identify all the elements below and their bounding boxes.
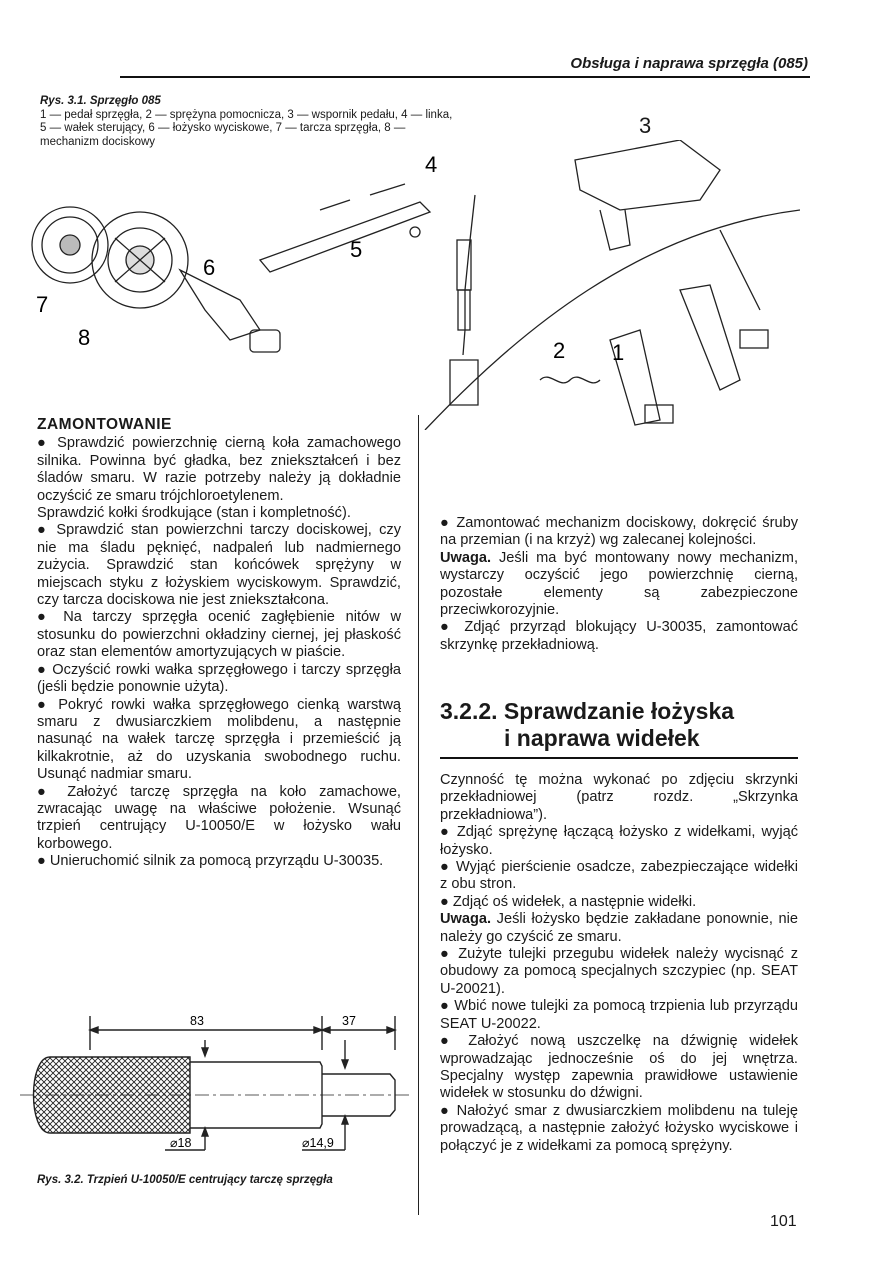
- figure1-label-6: 6: [203, 255, 216, 280]
- section-title: [440, 698, 798, 752]
- section-paragraph-2: ● Zdjąć sprężynę łączącą łożysko z widełkami, wyjąć łożysko.: [440, 824, 798, 858]
- section-paragraph-3: ● Wyjąć pierścienie osadcze, zabezpieczające widełki z obu stron.: [440, 859, 798, 893]
- figure1-clutch-illustration: [20, 140, 800, 430]
- right-note-1: [440, 550, 798, 620]
- figure2-dim-dia149: ⌀14,9: [302, 1136, 334, 1150]
- right-paragraph-2: ● Zdjąć przyrząd blokujący U-30035, zamontować skrzynkę przekładniową.: [440, 619, 798, 653]
- figure1-caption-body: 1 — pedał sprzęgła, 2 — sprężyna pomocnicza, 3 — wspornik pedału, 4 — linka, 5 — wałek sterujący, 6 — łożysko wyciskowe, 7 — tarcza sprzęgła, 8 — mechanizm dociskowy: [40, 108, 453, 148]
- note2-label: Uwaga.: [440, 911, 492, 928]
- figure1-label-1: 1: [612, 340, 625, 365]
- section-heading-zamontowanie: ZAMONTOWANIE: [37, 416, 172, 433]
- left-paragraph-5: ● Oczyścić rowki wałka sprzęgłowego i tarczy sprzęgła (jeśli będzie ponownie użyta).: [37, 661, 401, 696]
- right-column-lower: [440, 772, 798, 1155]
- section-title-line2: i naprawa widełek: [504, 725, 700, 751]
- figure1-labels: [36, 152, 624, 365]
- left-paragraph-7: ● Założyć tarczę sprzęgła na koło zamachowe, zwracając uwagę na właściwe położenie. Wsunąć trzpień centrujący U-10050/E w łożysko wału korbowego.: [37, 783, 401, 852]
- figure1-label-5: 5: [350, 237, 363, 262]
- section-paragraph-8: ● Nałożyć smar z dwusiarczkiem molibdenu na tuleję prowadzącą, a następnie założyć łożysko wyciskowe i połączyć je z widełkami za pomocą sprężyny.: [440, 1102, 798, 1154]
- figure2-caption: Rys. 3.2. Trzpień U-10050/E centrujący tarczę sprzęgła: [37, 1174, 333, 1186]
- section-paragraph-7: ● Założyć nową uszczelkę na dźwignię widełek wprowadzając jednocześnie oś do jej wnętrza. Specjalny występ zapewnia prawidłowe ustawienie widełek w stosunku do dźwigni.: [440, 1033, 798, 1102]
- running-header: Obsługa i naprawa sprzęgła (085): [570, 55, 808, 72]
- right-note-2: [440, 911, 798, 946]
- figure1-label-3-text: 3: [639, 113, 652, 138]
- figure1-label-2: 2: [553, 338, 566, 363]
- page-number: 101: [770, 1213, 797, 1230]
- figure2-dim-83: 83: [190, 1014, 204, 1028]
- right-column-upper: [440, 515, 798, 654]
- left-paragraph-1: ● Sprawdzić powierzchnię cierną koła zamachowego silnika. Powinna być gładka, bez zniekształceń i bez śladów smaru. W razie potrzeby należy ją dokładnie oczyścić ze smaru trójchloroetylenem.: [37, 435, 401, 504]
- section-rule: [440, 757, 798, 759]
- column-divider: [418, 415, 419, 1215]
- section-paragraph-4: ● Zdjąć oś widełek, a następnie widełki.: [440, 893, 697, 910]
- left-column: [37, 416, 401, 871]
- left-paragraph-6: ● Pokryć rowki wałka sprzęgłowego cienką warstwą smaru z dwusiarczkiem molibdenu, a następnie nasunąć na wałek tarczę sprzęgła i przemieścić ją kilkakrotnie, aż do uzyskania swobodnego ruchu. Usunąć nadmiar smaru.: [37, 696, 401, 783]
- left-paragraph-8: ● Unieruchomić silnik za pomocą przyrządu U-30035.: [37, 853, 384, 870]
- figure1-caption-title: Rys. 3.1. Sprzęgło 085: [40, 95, 161, 107]
- left-paragraph-3: ● Sprawdzić stan powierzchni tarczy dociskowej, czy nie ma śladu pęknięć, nadpaleń lub nadmiernego zużycia. Sprawdzić stan końcówek sprężyny w miejscach styku z łożyskiem wyciskowym. Sprawdzić, czy tarcza dociskowa nie jest zniekształcona.: [37, 522, 401, 609]
- left-paragraph-4: ● Na tarczy sprzęgła ocenić zagłębienie nitów w stosunku do powierzchni okładziny ciernej, jej płaskość oraz stan elementów amortyzujących w piaście.: [37, 609, 401, 661]
- figure1-label-7: 7: [36, 292, 49, 317]
- figure2-dim-dia18: ⌀18: [170, 1136, 192, 1150]
- right-paragraph-1: ● Zamontować mechanizm dociskowy, dokręcić śruby na przemian (i na krzyż) wg zalecanej kolejności.: [440, 515, 798, 549]
- figure2-mandrel-drawing: [20, 1010, 410, 1160]
- section-paragraph-6: ● Wbić nowe tulejki za pomocą trzpienia lub przyrządu SEAT U-20022.: [440, 998, 798, 1032]
- figure1-label-8: 8: [78, 325, 91, 350]
- note2-text: Jeśli łożysko będzie zakładane ponownie, nie należy go czyścić ze smaru.: [440, 911, 798, 945]
- section-paragraph-5: ● Zużyte tulejki przegubu widełek należy wycisnąć z obudowy za pomocą specjalnych szczypiec (np. SEAT U-20021).: [440, 946, 798, 997]
- figure2-dim-37: 37: [342, 1014, 356, 1028]
- note1-text: Jeśli ma być montowany nowy mechanizm, wystarczy oczyścić jego powierzchnię cierną, pozostałe elementy są zabezpieczone przeciwkorozyjnie.: [440, 549, 798, 619]
- section-title-line1: 3.2.2. Sprawdzanie łożyska: [440, 698, 735, 724]
- figure1-label-4: 4: [425, 152, 438, 177]
- left-paragraph-2: Sprawdzić kołki środkujące (stan i kompletność).: [37, 505, 351, 522]
- note1-label: Uwaga.: [440, 549, 492, 566]
- header-rule: [120, 76, 810, 78]
- section-paragraph-1: Czynność tę można wykonać po zdjęciu skrzynki przekładniowej (patrz rozdz. „Skrzynka przekładniowa”).: [440, 772, 798, 823]
